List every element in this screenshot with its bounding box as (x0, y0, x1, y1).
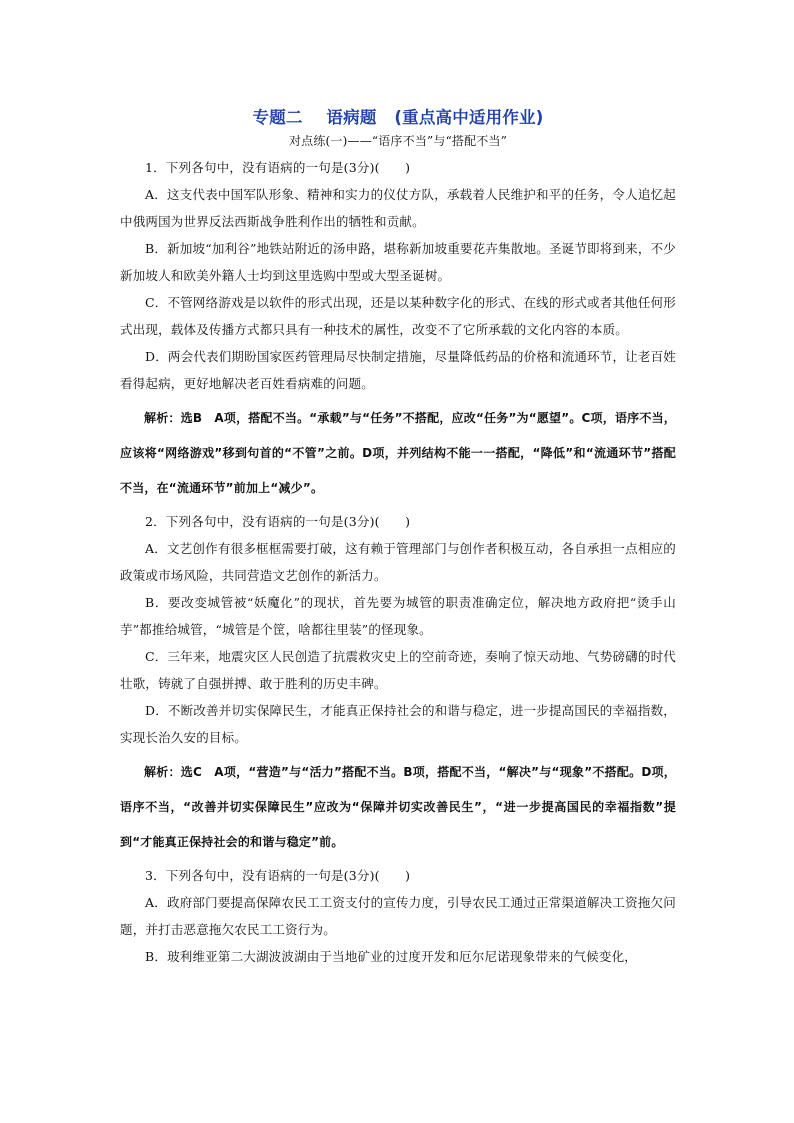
question-3-option-b: B．玻利维亚第二大湖波波湖由于当地矿业的过度开发和厄尔尼诺现象带来的气候变化， (145, 949, 637, 964)
question-2-stem: 2．下列各句中，没有语病的一句是(3分)( ) (145, 514, 411, 529)
question-2-option-b: B．要改变城管被“妖魔化”的现状，首先要为城管的职责准确定位，解决地方政府把“烫手山芋”都推给城管，“城管是个筐，啥都往里装”的怪现象。 (120, 595, 676, 637)
title-note: (重点高中适用作业) (394, 108, 544, 127)
question-1-analysis: 解析：选B A项，搭配不当。“承载”与“任务”不搭配，应改“任务”为“愿望”。C项，语序不当，应该将“网络游戏”移到句首的“不管”之前。D项，并列结构不能一一搭配，“降低”和“流通环节”搭配不当，在“流通环节”前加上“减少”。 (120, 411, 676, 495)
question-2-option-d: D．不断改善并切实保障民生，才能真正保持社会的和谐与稳定，进一步提高国民的幸福指数，实现长治久安的目标。 (120, 703, 676, 745)
section-subtitle: 对点练(一)——“语序不当”与“搭配不当” (288, 134, 508, 148)
title-sub: 语病题 (326, 108, 377, 127)
page-title (120, 106, 676, 130)
question-1-option-d: D．两会代表们期盼国家医药管理局尽快制定措施，尽量降低药品的价格和流通环节，让老百姓看得起病，更好地解决老百姓看病难的问题。 (120, 349, 676, 391)
question-1-option-c: C．不管网络游戏是以软件的形式出现，还是以某种数字化的形式、在线的形式或者其他任何形式出现，载体及传播方式都只具有一种技术的属性，改变不了它所承载的文化内容的本质。 (120, 295, 676, 337)
question-1-option-b: B．新加坡“加利谷”地铁站附近的汤申路，堪称新加坡重要花卉集散地。圣诞节即将到来，不少新加坡人和欧美外籍人士均到这里选购中型或大型圣诞树。 (120, 241, 676, 283)
question-3-stem: 3．下列各句中，没有语病的一句是(3分)( ) (145, 868, 411, 883)
title-main: 专题二 (252, 108, 303, 127)
question-1-stem: 1．下列各句中，没有语病的一句是(3分)( ) (145, 160, 411, 175)
question-2-analysis: 解析：选C A项，“营造”与“活力”搭配不当。B项，搭配不当，“解决”与“现象”不搭配。D项，语序不当，“改善并切实保障民生”应改为“保障并切实改善民生”，“进一步提高国民的幸福指数”提到“才能真正保持社会的和谐与稳定”前。 (120, 765, 676, 849)
question-2-option-a: A．文艺创作有很多框框需要打破，这有赖于管理部门与创作者积极互动，各自承担一点相应的政策或市场风险，共同营造文艺创作的新活力。 (120, 541, 676, 583)
question-2-option-c: C．三年来，地震灾区人民创造了抗震救灾史上的空前奇迹，奏响了惊天动地、气势磅礴的时代壮歌，铸就了自强拼搏、敢于胜利的历史丰碑。 (120, 649, 676, 691)
question-1-option-a: A．这支代表中国军队形象、精神和实力的仪仗方队，承载着人民维护和平的任务，令人追忆起中俄两国为世界反法西斯战争胜利作出的牺牲和贡献。 (120, 187, 676, 229)
question-3-option-a: A．政府部门要提高保障农民工工资支付的宣传力度，引导农民工通过正常渠道解决工资拖欠问题，并打击恶意拖欠农民工工资行为。 (120, 895, 676, 937)
document-page (120, 106, 676, 970)
